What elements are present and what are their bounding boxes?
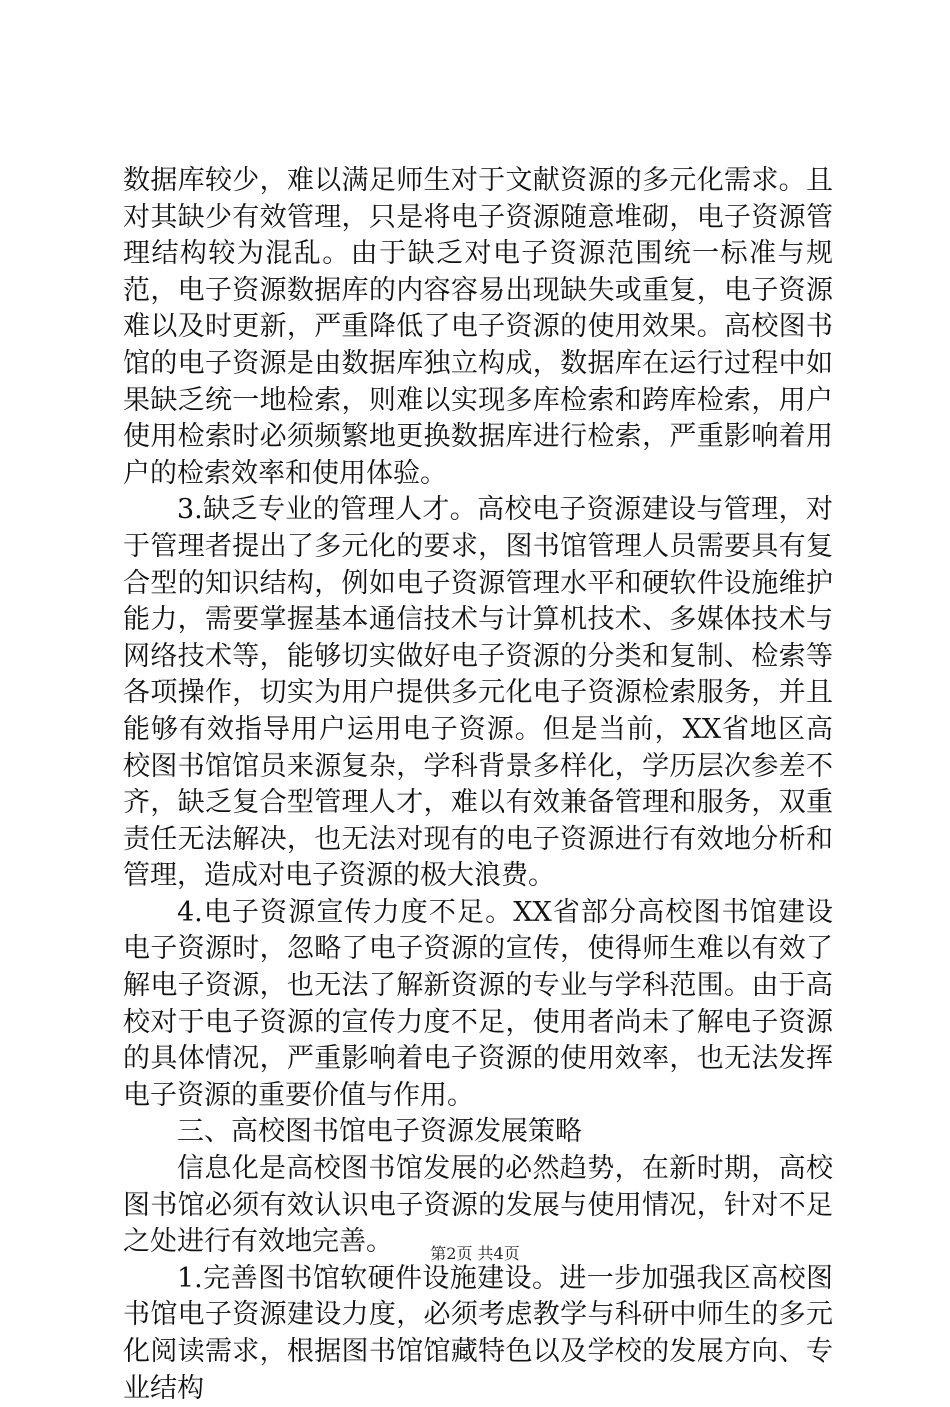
paragraph-point-3-management-talent: 3.缺乏专业的管理人才。高校电子资源建设与管理，对于管理者提出了多元化的要求，图书馆管理人员需要具有复合型的知识结构，例如电子资源管理水平和硬软件设施维护能力，需要掌握基本通信技术与计算机技术、多媒体技术与网络技术等，能够切实做好电子资源的分类和复制、检索等各项操作，切实为用户提供多元化电子资源检索服务，并且能够有效指导用户运用电子资源。但是当前，XX省地区高校图书馆馆员来源复杂，学科背景多样化，学历层次参差不齐，缺乏复合型管理人才，难以有效兼备管理和服务，双重责任无法解决，也无法对现有的电子资源进行有效地分析和管理，造成对电子资源的极大浪费。 <box>123 494 833 892</box>
body-text <box>123 163 833 1407</box>
paragraph-point-4-promotion: 4.电子资源宣传力度不足。XX省部分高校图书馆建设电子资源时，忽略了电子资源的宣传，使得师生难以有效了解电子资源，也无法了解新资源的专业与学科范围。由于高校对于电子资源的宣传力度不足，使用者尚未了解电子资源的具体情况，严重影响着电子资源的使用效率，也无法发挥电子资源的重要价值与作用。 <box>123 896 833 1111</box>
paragraph-strategy-intro: 信息化是高校图书馆发展的必然趋势，在新时期，高校图书馆必须有效认识电子资源的发展与使用情况，针对不足之处进行有效地完善。 <box>123 1153 833 1258</box>
paragraph-continuation: 数据库较少，难以满足师生对于文献资源的多元化需求。且对其缺少有效管理，只是将电子资源随意堆砌，电子资源管理结构较为混乱。由于缺乏对电子资源范围统一标准与规范，电子资源数据库的内容容易出现缺失或重复，电子资源难以及时更新，严重降低了电子资源的使用效果。高校图书馆的电子资源是由数据库独立构成，数据库在运行过程中如果缺乏统一地检索，则难以实现多库检索和跨库检索，用户使用检索时必须频繁地更换数据库进行检索，严重影响着用户的检索效率和使用体验。 <box>123 165 833 489</box>
section-heading-strategy: 三、高校图书馆电子资源发展策略 <box>177 1116 582 1148</box>
page-number-footer: 第2页 共4页 <box>430 1244 520 1263</box>
paragraph-strategy-point-1: 1.完善图书馆软硬件设施建设。进一步加强我区高校图书馆电子资源建设力度，必须考虑教学与科研中师生的多元化阅读需求，根据图书馆馆藏特色以及学校的发展方向、专业结构 <box>123 1262 833 1404</box>
